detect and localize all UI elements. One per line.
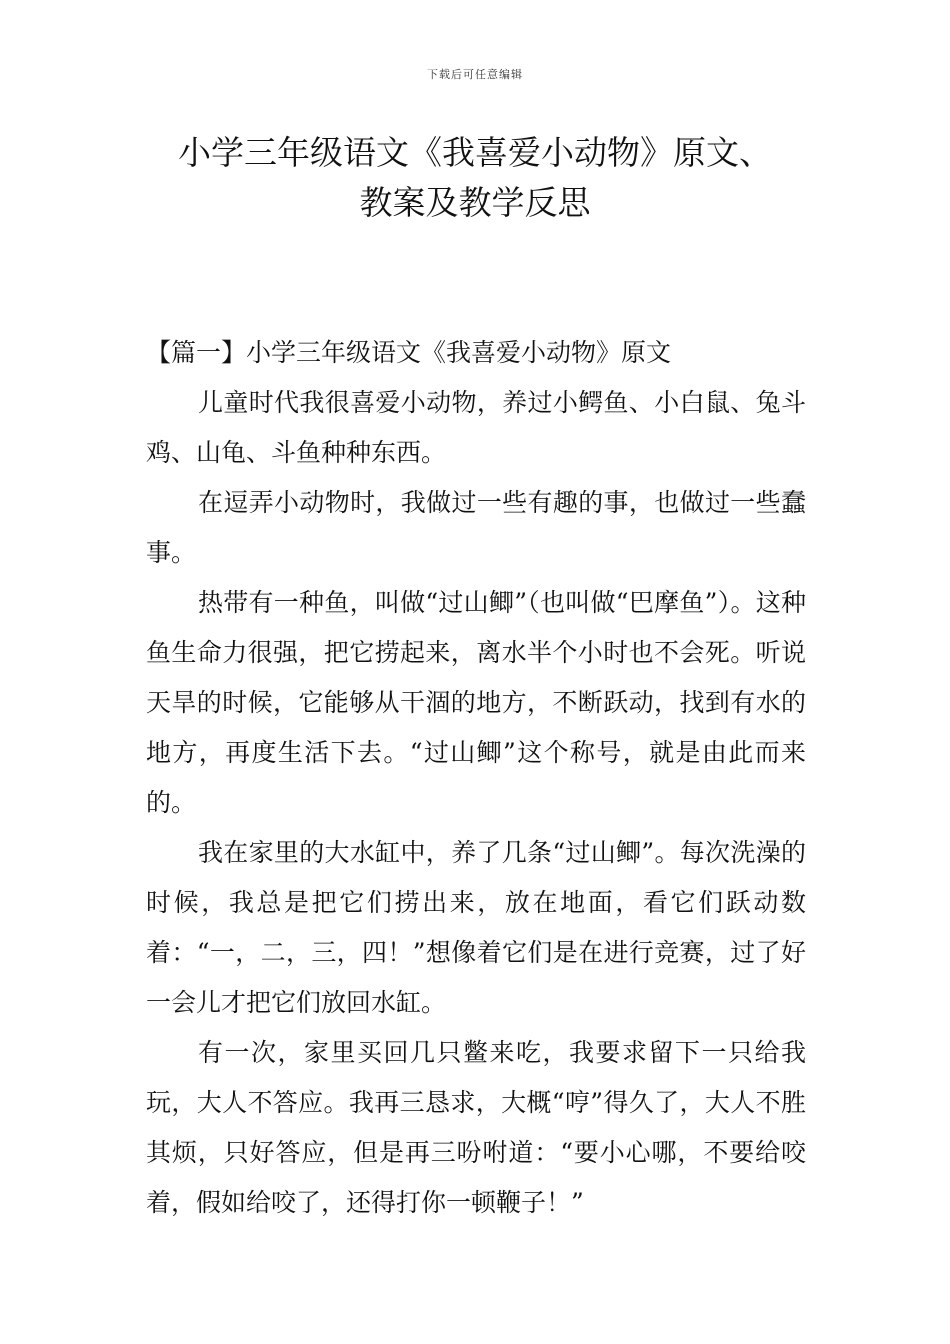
header-note: 下载后可任意编辑: [427, 68, 523, 81]
section-heading: 【篇一】小学三年级语文《我喜爱小动物》原文: [146, 338, 672, 367]
document-title: [100, 128, 850, 228]
paragraph: 儿童时代我很喜爱小动物，养过小鳄鱼、小白鼠、兔斗鸡、山龟、斗鱼种种东西。: [146, 388, 806, 467]
paragraph: 在逗弄小动物时，我做过一些有趣的事，也做过一些蠢事。: [146, 488, 806, 567]
title-line-2: 教案及教学反思: [359, 183, 591, 222]
paragraph: 我在家里的大水缸中，养了几条“过山鲫”。每次洗澡的时候，我总是把它们捞出来，放在地面，看它们跃动数着：“一，二，三，四！”想像着它们是在进行竞赛，过了好一会儿才把它们放回水缸。: [146, 838, 806, 1017]
document-body: [146, 328, 806, 1228]
paragraph: 有一次，家里买回几只鳖来吃，我要求留下一只给我玩，大人不答应。我再三恳求，大概“哼”得久了，大人不胜其烦，只好答应，但是再三吩咐道：“要小心哪，不要给咬着，假如给咬了，还得打你一顿鞭子！”: [146, 1038, 806, 1217]
paragraph: 热带有一种鱼，叫做“过山鲫”（也叫做“巴摩鱼”）。这种鱼生命力很强，把它捞起来，离水半个小时也不会死。听说天旱的时候，它能够从干涸的地方，不断跃动，找到有水的地方，再度生活下去。“过山鲫”这个称号，就是由此而来的。: [146, 588, 806, 817]
title-line-1: 小学三年级语文《我喜爱小动物》原文、: [178, 133, 772, 172]
